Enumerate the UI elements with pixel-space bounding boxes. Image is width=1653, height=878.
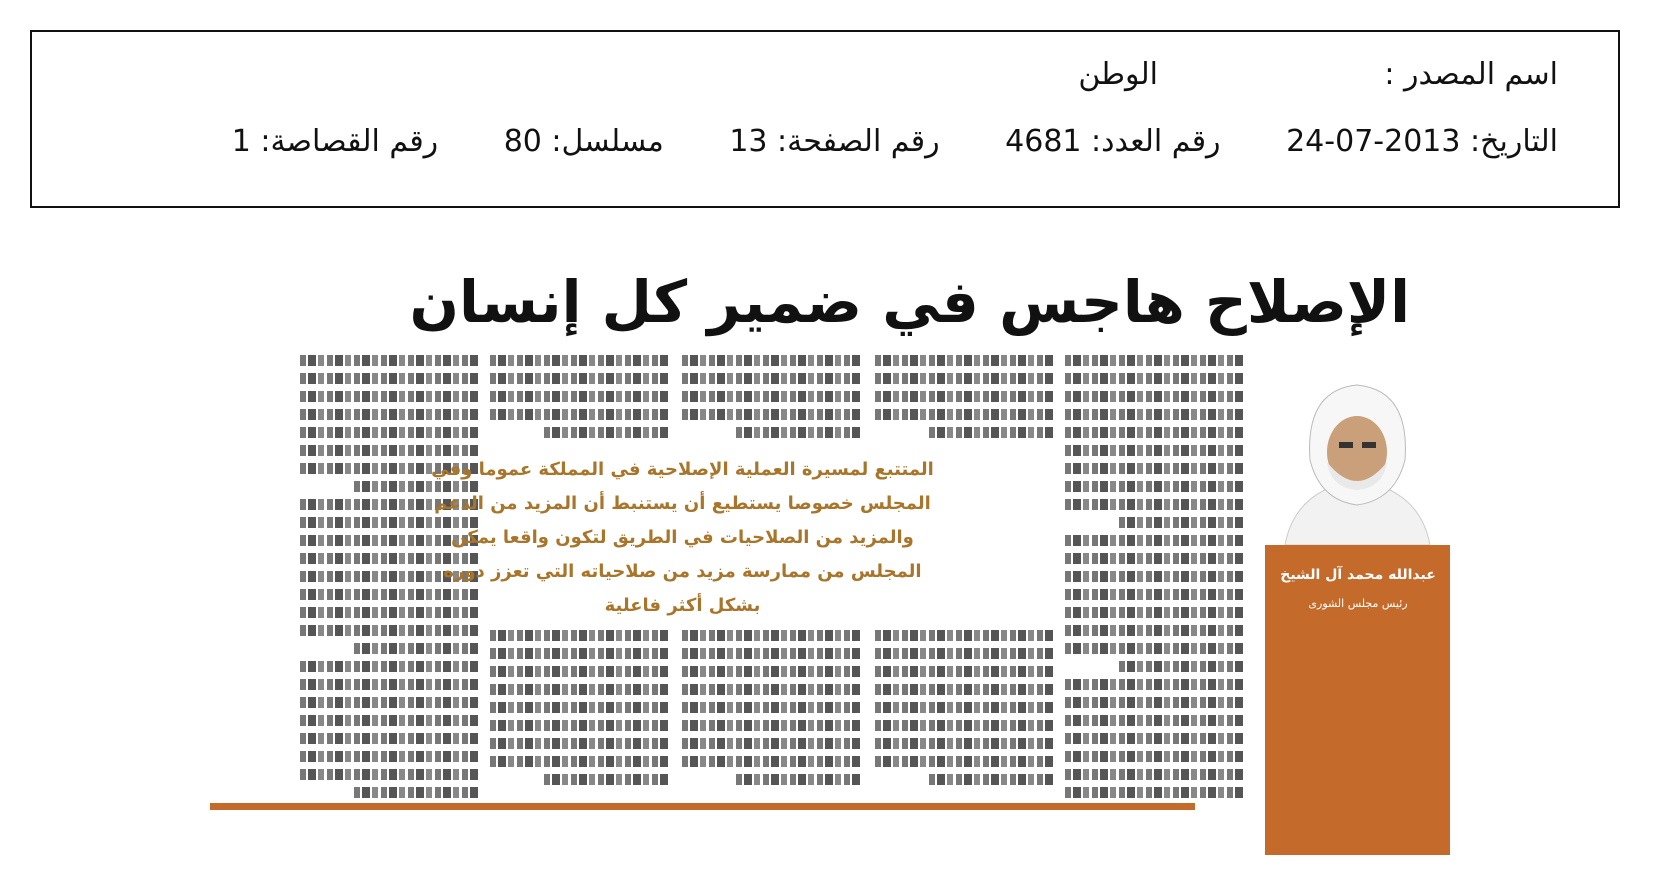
text-column	[875, 623, 1055, 803]
newspaper-article	[200, 238, 1450, 858]
text-column	[682, 348, 862, 443]
page-field: رقم الصفحة: 13	[729, 124, 940, 159]
issue-field: رقم العدد: 4681	[1005, 124, 1221, 159]
author-role: رئيس مجلس الشورى	[1308, 597, 1408, 610]
source-label: اسم المصدر :	[1384, 57, 1558, 92]
article-headline: الإصلاح هاجس في ضمير كل إنسان	[409, 268, 1410, 336]
author-name: عبدالله محمد آل الشيخ	[1280, 567, 1436, 583]
clip-field: رقم القصاصة: 1	[231, 124, 439, 159]
text-column	[490, 623, 670, 803]
serial-field: مسلسل: 80	[503, 124, 664, 159]
text-column	[682, 623, 862, 803]
author-bar	[1265, 545, 1450, 855]
text-column	[1065, 348, 1245, 808]
date-field: التاريخ: 2013-07-24	[1286, 124, 1558, 159]
text-column	[875, 348, 1055, 443]
person-portrait-icon	[1265, 370, 1450, 546]
bottom-rule	[210, 803, 1195, 810]
pull-quote: المتتبع لمسيرة العملية الإصلاحية في المملكة عموما وفي المجلس خصوصا يستطيع أن يستنبط أن المزيد من الدعم والمزيد من الصلاحيات في الطريق لتكون واقعا يمكن المجلس من ممارسة مزيد من صلاحياته التي تعزز دوره بشكل أكثر فاعلية	[431, 459, 934, 616]
source-info-box	[30, 30, 1620, 208]
source-value: الوطن	[1078, 57, 1158, 92]
details-row	[176, 124, 1558, 159]
text-column	[490, 348, 670, 443]
